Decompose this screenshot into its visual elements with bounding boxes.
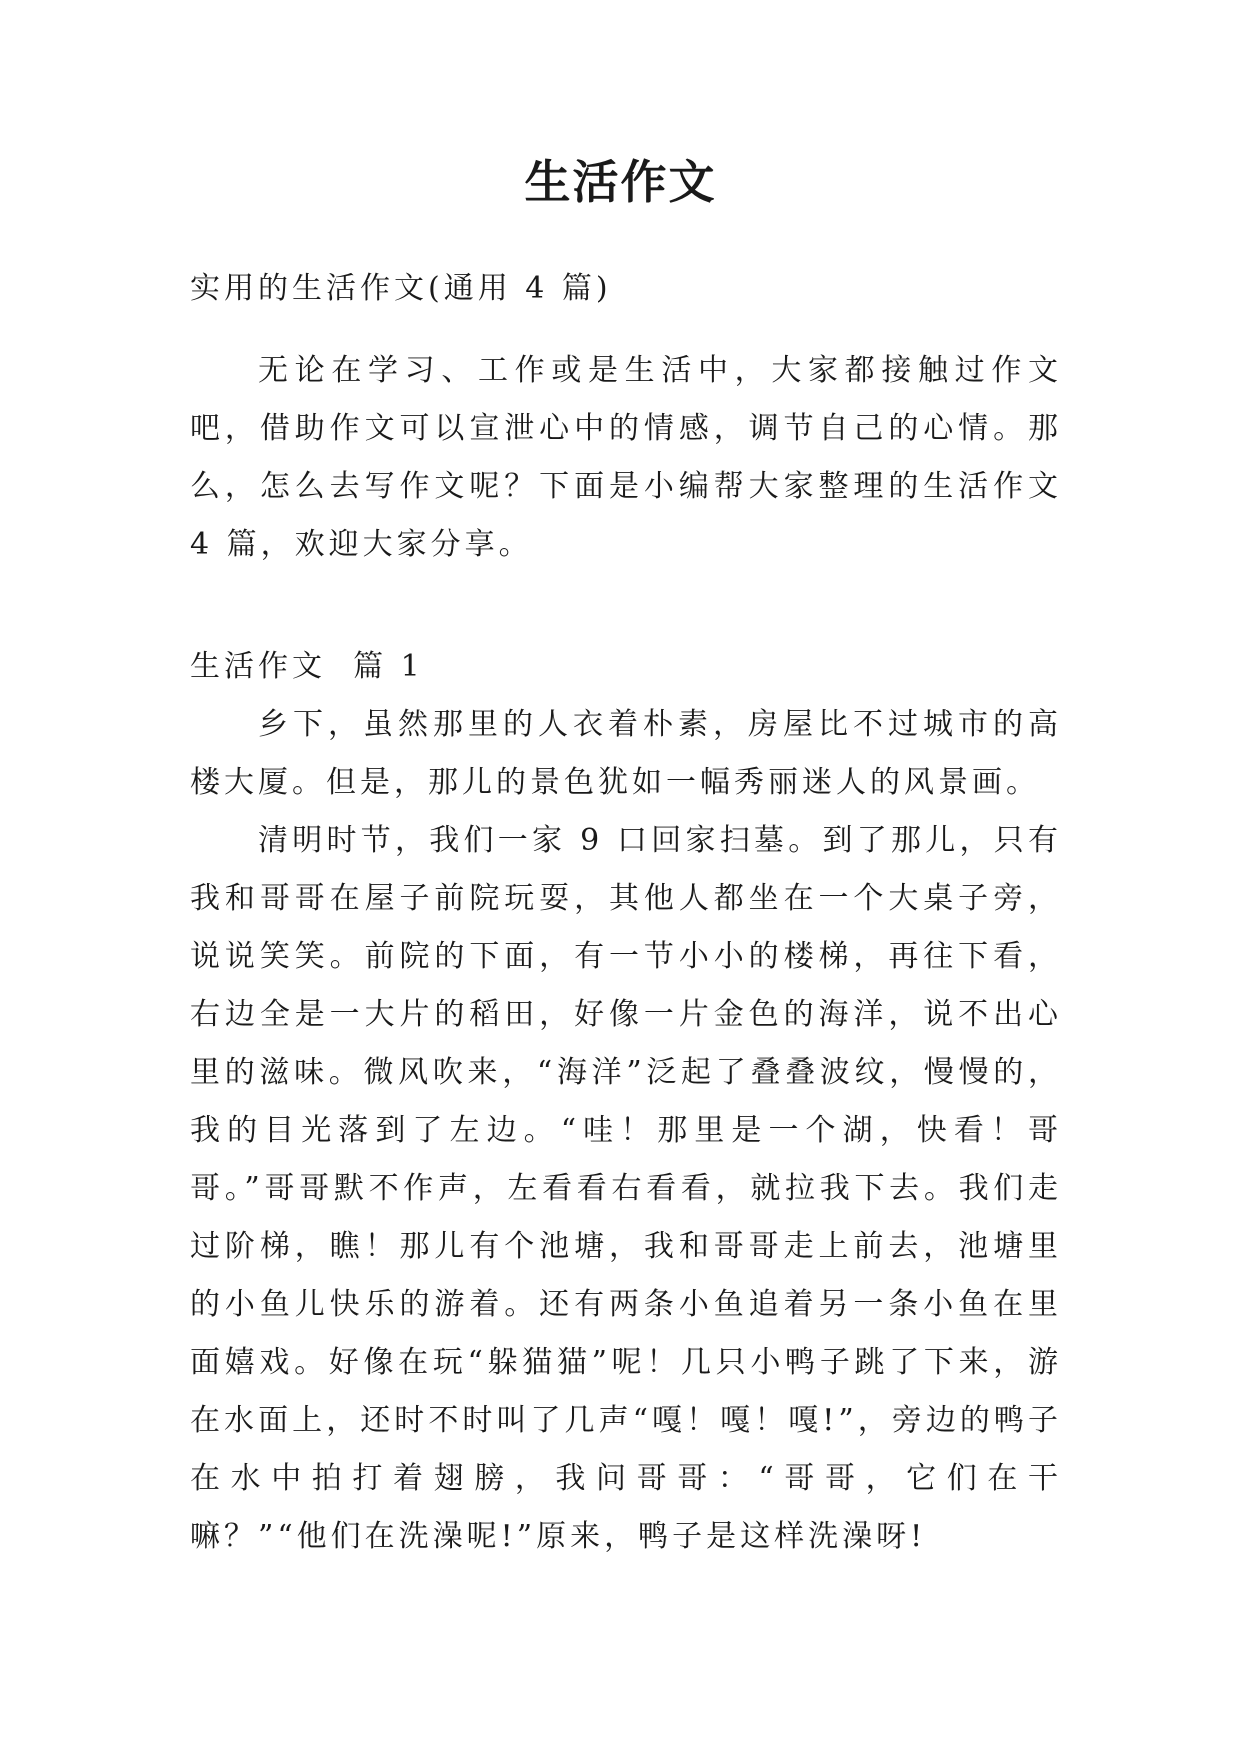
- body-paragraph-2: 清明时节，我们一家 9 口回家扫墓。到了那儿，只有我和哥哥在屋子前院玩耍，其他人都坐在一个大桌子旁，说说笑笑。前院的下面，有一节小小的楼梯，再往下看，右边全是一大片的稻田，好像一片金色的海洋，说不出心里的滋味。微风吹来，“海洋”泛起了叠叠波纹，慢慢的，我的目光落到了左边。“哇！那里是一个湖，快看！哥哥。”哥哥默不作声，左看看右看看，就拉我下去。我们走过阶梯，瞧！那儿有个池塘，我和哥哥走上前去，池塘里的小鱼儿快乐的游着。还有两条小鱼追着另一条小鱼在里面嬉戏。好像在玩“躲猫猫”呢！几只小鸭子跳了下来，游在水面上，还时不时叫了几声“嘎！嘎！嘎!”，旁边的鸭子在水中拍打着翅膀，我问哥哥：“哥哥，它们在干嘛？”“他们在洗澡呢!”原来，鸭子是这样洗澡呀!: [190, 823, 1062, 1554]
- document-subtitle: 实用的生活作文(通用 4 篇): [190, 271, 612, 306]
- document-title: 生活作文: [524, 155, 717, 209]
- intro-paragraph: 无论在学习、工作或是生活中，大家都接触过作文吧，借助作文可以宣泄心中的情感，调节自己的心情。那么，怎么去写作文呢？下面是小编帮大家整理的生活作文 4 篇，欢迎大家分享。: [190, 353, 1062, 562]
- body-paragraph-1: 乡下，虽然那里的人衣着朴素，房屋比不过城市的高楼大厦。但是，那儿的景色犹如一幅秀丽迷人的风景画。: [190, 707, 1062, 800]
- section-heading: 生活作文 篇 1: [190, 649, 424, 684]
